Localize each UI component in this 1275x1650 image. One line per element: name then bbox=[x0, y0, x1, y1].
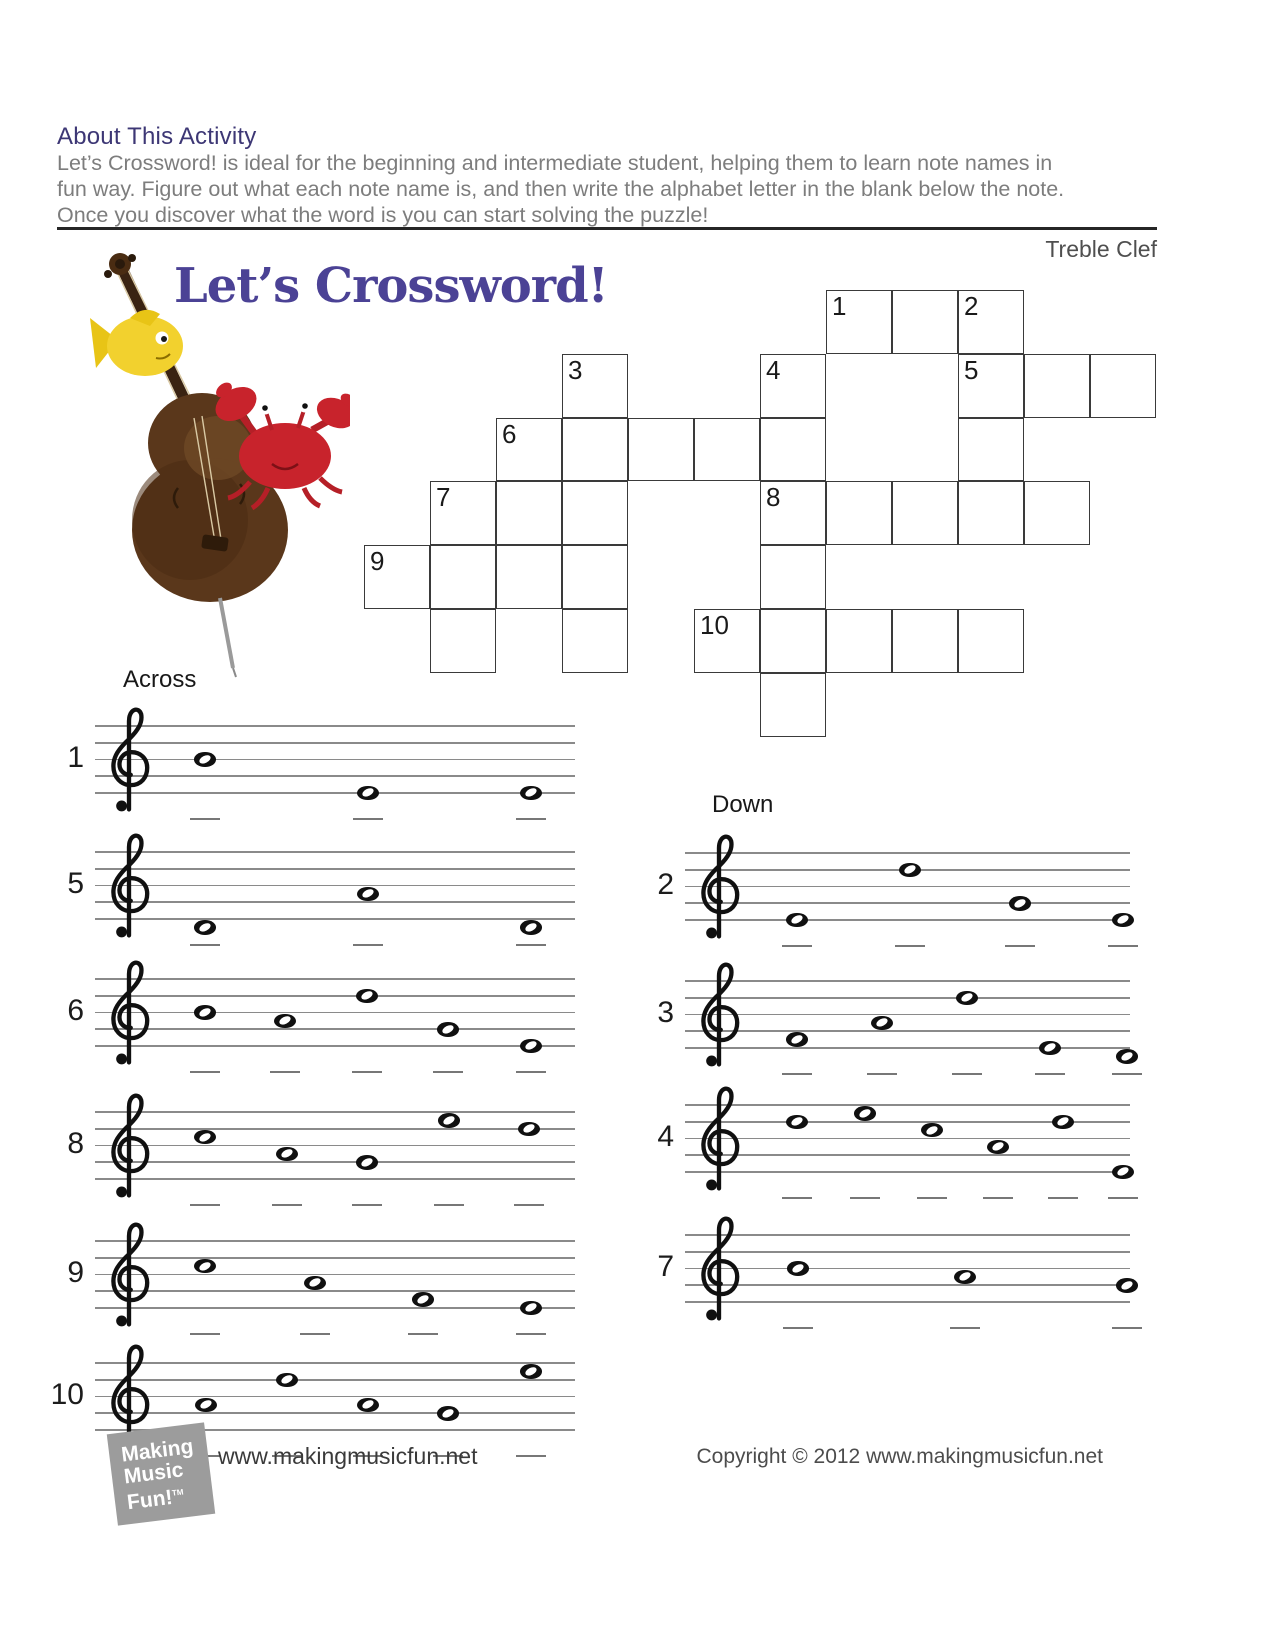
crossword-number: 7 bbox=[436, 482, 451, 512]
staff-line bbox=[685, 1171, 1130, 1173]
crossword-cell bbox=[958, 418, 1024, 481]
answer-blank bbox=[516, 1333, 546, 1335]
answer-blank bbox=[190, 1071, 220, 1073]
about-text-line: Once you discover what the word is you can start solving the puzzle! bbox=[57, 203, 709, 227]
whole-note bbox=[194, 920, 216, 935]
treble-clef-icon bbox=[693, 1080, 745, 1203]
crossword-cell bbox=[826, 609, 892, 673]
staff-line bbox=[95, 1257, 575, 1259]
crossword-number: 8 bbox=[766, 482, 781, 512]
whole-note bbox=[357, 1398, 379, 1413]
answer-blank bbox=[408, 1333, 438, 1335]
answer-blank bbox=[516, 818, 546, 820]
staff-number: 8 bbox=[67, 1127, 84, 1160]
staff-line bbox=[95, 1240, 575, 1242]
crossword-number: 9 bbox=[370, 546, 385, 576]
whole-note bbox=[854, 1106, 876, 1121]
whole-note bbox=[899, 863, 921, 878]
answer-blank bbox=[983, 1197, 1013, 1199]
crossword-cell bbox=[958, 481, 1024, 545]
staff-number: 2 bbox=[657, 868, 674, 901]
answer-blank bbox=[850, 1197, 880, 1199]
answer-blank bbox=[895, 945, 925, 947]
answer-blank bbox=[1048, 1197, 1078, 1199]
crossword-cell bbox=[892, 609, 958, 673]
staff-line bbox=[95, 792, 575, 794]
staff-line bbox=[685, 1234, 1130, 1236]
treble-clef-icon bbox=[103, 1087, 155, 1210]
crossword-cell bbox=[892, 481, 958, 545]
staff-line bbox=[685, 1268, 1130, 1270]
staff-number: 4 bbox=[657, 1120, 674, 1153]
whole-note bbox=[520, 920, 542, 935]
staff-line bbox=[685, 1301, 1130, 1303]
whole-note bbox=[437, 1406, 459, 1421]
crossword-cell bbox=[562, 545, 628, 609]
whole-note bbox=[520, 1039, 542, 1054]
answer-blank bbox=[300, 1333, 330, 1335]
whole-note bbox=[194, 1130, 216, 1145]
whole-note bbox=[954, 1270, 976, 1285]
answer-blank bbox=[782, 945, 812, 947]
staff-line bbox=[95, 1012, 575, 1014]
whole-note bbox=[987, 1140, 1009, 1155]
staff-line bbox=[95, 1379, 575, 1381]
staff-line bbox=[685, 1104, 1130, 1106]
staff-number: 9 bbox=[67, 1256, 84, 1289]
whole-note bbox=[438, 1113, 460, 1128]
logo-line: Fun!™ bbox=[125, 1485, 184, 1515]
crossword-cell bbox=[496, 545, 562, 609]
answer-blank bbox=[917, 1197, 947, 1199]
answer-blank bbox=[1035, 1073, 1065, 1075]
answer-blank bbox=[270, 1071, 300, 1073]
answer-blank bbox=[782, 1073, 812, 1075]
staff-line bbox=[95, 995, 575, 997]
whole-note bbox=[437, 1022, 459, 1037]
staff-line bbox=[95, 1028, 575, 1030]
whole-note bbox=[786, 913, 808, 928]
staff-line bbox=[95, 1161, 575, 1163]
treble-clef-icon bbox=[103, 1216, 155, 1339]
answer-blank bbox=[434, 1204, 464, 1206]
staff-line bbox=[95, 1128, 575, 1130]
staff-line bbox=[95, 1274, 575, 1276]
whole-note bbox=[871, 1016, 893, 1031]
treble-clef-icon bbox=[103, 954, 155, 1077]
answer-blank bbox=[1112, 1073, 1142, 1075]
crossword-cell bbox=[760, 481, 826, 545]
answer-blank bbox=[950, 1327, 980, 1329]
crossword-cell bbox=[1024, 481, 1090, 545]
answer-blank bbox=[190, 944, 220, 946]
staff-number: 3 bbox=[657, 996, 674, 1029]
copyright-text: Copyright © 2012 www.makingmusicfun.net bbox=[696, 1445, 1103, 1468]
whole-note bbox=[195, 1398, 217, 1413]
staff-line bbox=[685, 980, 1130, 982]
whole-note bbox=[274, 1014, 296, 1029]
staff-line bbox=[95, 851, 575, 853]
staff-line bbox=[685, 1030, 1130, 1032]
page-title: Let’s Crossword! bbox=[174, 258, 608, 314]
staff-line bbox=[685, 919, 1130, 921]
answer-blank bbox=[1005, 945, 1035, 947]
crossword-cell bbox=[562, 481, 628, 545]
instrument-illustration bbox=[90, 248, 350, 678]
whole-note bbox=[1116, 1278, 1138, 1293]
staff-line bbox=[685, 1154, 1130, 1156]
divider-rule bbox=[57, 227, 1157, 230]
answer-blank bbox=[190, 818, 220, 820]
whole-note bbox=[787, 1261, 809, 1276]
crossword-cell bbox=[958, 354, 1024, 418]
crossword-cell bbox=[562, 609, 628, 673]
crossword-cell bbox=[496, 481, 562, 545]
answer-blank bbox=[433, 1071, 463, 1073]
staff-line bbox=[685, 1284, 1130, 1286]
staff-line bbox=[95, 1412, 575, 1414]
crossword-cell bbox=[694, 609, 760, 673]
crossword-cell bbox=[364, 545, 430, 609]
whole-note bbox=[1052, 1115, 1074, 1130]
whole-note bbox=[194, 1005, 216, 1020]
staff-line bbox=[95, 725, 575, 727]
whole-note bbox=[520, 786, 542, 801]
crossword-number: 3 bbox=[568, 355, 583, 385]
staff-line bbox=[685, 902, 1130, 904]
crossword-cell bbox=[430, 545, 496, 609]
whole-note bbox=[956, 991, 978, 1006]
staff-number: 5 bbox=[67, 867, 84, 900]
whole-note bbox=[1039, 1041, 1061, 1056]
staff-number: 1 bbox=[67, 741, 84, 774]
staff-line bbox=[95, 1178, 575, 1180]
down-label: Down bbox=[712, 791, 774, 818]
staff-line bbox=[95, 978, 575, 980]
crossword-cell bbox=[694, 418, 760, 481]
answer-blank bbox=[1108, 945, 1138, 947]
whole-note bbox=[356, 1155, 378, 1170]
whole-note bbox=[356, 989, 378, 1004]
answer-blank bbox=[190, 1333, 220, 1335]
staff-line bbox=[95, 775, 575, 777]
crossword-cell bbox=[892, 290, 958, 354]
crossword-cell bbox=[958, 609, 1024, 673]
answer-blank bbox=[516, 1071, 546, 1073]
crossword-cell bbox=[562, 354, 628, 418]
crossword-cell bbox=[826, 481, 892, 545]
crossword-cell bbox=[496, 418, 562, 481]
crossword-cell bbox=[1090, 354, 1156, 418]
answer-blank bbox=[867, 1073, 897, 1075]
answer-blank bbox=[352, 1204, 382, 1206]
whole-note bbox=[520, 1364, 542, 1379]
staff-line bbox=[95, 1362, 575, 1364]
whole-note bbox=[194, 1259, 216, 1274]
staff-line bbox=[685, 1138, 1130, 1140]
staff-line bbox=[685, 997, 1130, 999]
whole-note bbox=[304, 1276, 326, 1291]
crossword-number: 10 bbox=[700, 610, 729, 640]
staff-line bbox=[95, 901, 575, 903]
treble-clef-icon bbox=[103, 827, 155, 950]
crossword-cell bbox=[760, 609, 826, 673]
answer-blank bbox=[353, 818, 383, 820]
crossword-cell bbox=[562, 418, 628, 481]
answer-blank bbox=[1112, 1327, 1142, 1329]
yellow-fish bbox=[90, 310, 183, 376]
answer-blank bbox=[516, 1455, 546, 1457]
staff-line bbox=[95, 742, 575, 744]
about-text-line: fun way. Figure out what each note name is, and then write the alphabet letter in the blank below the note. bbox=[57, 177, 1065, 201]
answer-blank bbox=[190, 1204, 220, 1206]
staff-line bbox=[95, 1307, 575, 1309]
answer-blank bbox=[952, 1073, 982, 1075]
staff-number: 10 bbox=[50, 1378, 84, 1411]
staff-line bbox=[685, 1014, 1130, 1016]
crossword-cell bbox=[760, 673, 826, 737]
staff-line bbox=[685, 852, 1130, 854]
staff-number: 7 bbox=[657, 1250, 674, 1283]
whole-note bbox=[357, 786, 379, 801]
answer-blank bbox=[516, 944, 546, 946]
answer-blank bbox=[782, 1197, 812, 1199]
crossword-cell bbox=[760, 354, 826, 418]
whole-note bbox=[520, 1301, 542, 1316]
staff-line bbox=[95, 1396, 575, 1398]
whole-note bbox=[1116, 1049, 1138, 1064]
logo-line: Making bbox=[120, 1434, 195, 1467]
staff-line bbox=[685, 1251, 1130, 1253]
making-music-fun-logo bbox=[107, 1422, 215, 1525]
answer-blank bbox=[514, 1204, 544, 1206]
crossword-number: 5 bbox=[964, 355, 979, 385]
crossword-number: 6 bbox=[502, 419, 517, 449]
staff-line bbox=[685, 1047, 1130, 1049]
staff-line bbox=[95, 868, 575, 870]
answer-blank bbox=[783, 1327, 813, 1329]
site-url: www.makingmusicfun.net bbox=[218, 1443, 478, 1469]
endpin bbox=[220, 598, 233, 668]
crossword-number: 4 bbox=[766, 355, 781, 385]
staff-line bbox=[95, 1111, 575, 1113]
whole-note bbox=[412, 1292, 434, 1307]
answer-blank bbox=[272, 1204, 302, 1206]
crossword-cell bbox=[760, 545, 826, 609]
staff-line bbox=[95, 918, 575, 920]
treble-clef-icon bbox=[103, 701, 155, 824]
crossword-cell bbox=[1024, 354, 1090, 418]
crossword-cell bbox=[628, 418, 694, 481]
staff-line bbox=[95, 1290, 575, 1292]
staff-line bbox=[685, 886, 1130, 888]
crossword-cell bbox=[760, 418, 826, 481]
whole-note bbox=[518, 1122, 540, 1137]
crossword-number: 1 bbox=[832, 291, 847, 321]
crossword-cell bbox=[430, 481, 496, 545]
crossword-number: 2 bbox=[964, 291, 979, 321]
logo-line: Music bbox=[122, 1458, 185, 1489]
staff-line bbox=[95, 1145, 575, 1147]
crossword-cell bbox=[430, 609, 496, 673]
about-text-line: Let’s Crossword! is ideal for the beginning and intermediate student, helping them to learn note names in bbox=[57, 151, 1053, 175]
treble-clef-icon bbox=[693, 956, 745, 1079]
whole-note bbox=[1009, 896, 1031, 911]
whole-note bbox=[357, 887, 379, 902]
whole-note bbox=[194, 752, 216, 767]
staff-line bbox=[95, 759, 575, 761]
treble-clef-icon bbox=[693, 1210, 745, 1333]
staff-line bbox=[95, 885, 575, 887]
whole-note bbox=[1112, 913, 1134, 928]
about-heading: About This Activity bbox=[57, 123, 257, 150]
whole-note bbox=[786, 1115, 808, 1130]
whole-note bbox=[276, 1147, 298, 1162]
whole-note bbox=[921, 1123, 943, 1138]
treble-clef-label: Treble Clef bbox=[1045, 236, 1157, 262]
whole-note bbox=[786, 1032, 808, 1047]
treble-clef-icon bbox=[693, 828, 745, 951]
answer-blank bbox=[352, 1071, 382, 1073]
crossword-cell bbox=[958, 290, 1024, 354]
crossword-cell bbox=[826, 290, 892, 354]
staff-line bbox=[95, 1045, 575, 1047]
across-label: Across bbox=[123, 666, 197, 693]
whole-note bbox=[1112, 1165, 1134, 1180]
answer-blank bbox=[353, 944, 383, 946]
staff-number: 6 bbox=[67, 994, 84, 1027]
answer-blank bbox=[1108, 1197, 1138, 1199]
whole-note bbox=[276, 1373, 298, 1388]
